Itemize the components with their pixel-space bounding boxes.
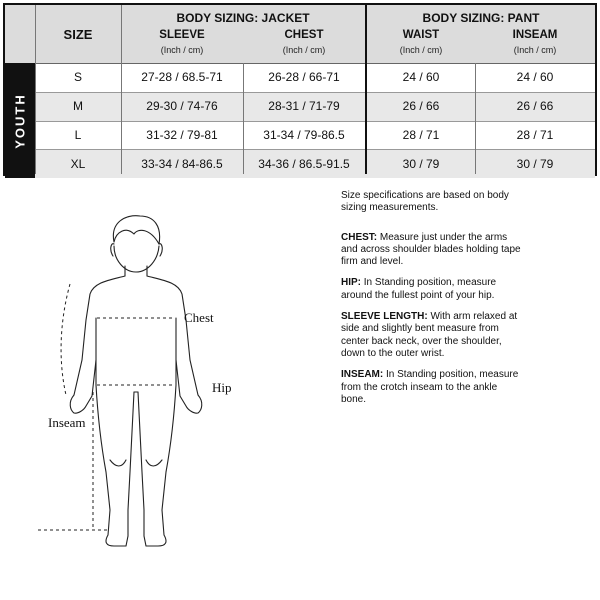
size-header: SIZE (63, 26, 93, 42)
note-chest (341, 232, 521, 269)
jacket-group-title: BODY SIZING: JACKET (176, 11, 310, 25)
chest-unit: (Inch / cm) (282, 45, 326, 55)
group-divider (365, 5, 367, 174)
measurement-notes (341, 190, 521, 415)
note-term: CHEST: (341, 231, 378, 243)
youth-side-band (5, 63, 35, 178)
note-hip (341, 277, 521, 302)
note-text: Measure just under the arms and across shoulder blades holding tape firm and level. (341, 231, 521, 268)
notes-intro: Size specifications are based on body sizing measurements. (341, 190, 509, 214)
chest-cell: 31-34 / 79-86.5 (263, 127, 345, 142)
note-term: SLEEVE LENGTH: (341, 311, 428, 323)
size-cell: S (73, 70, 82, 85)
waist-cell: 30 / 79 (402, 156, 440, 171)
size-cell: XL (70, 156, 86, 171)
sleeve-guide (61, 284, 70, 395)
chest-cell: 26-28 / 66-71 (268, 70, 340, 85)
size-cell: L (74, 127, 82, 142)
header-divider (35, 63, 595, 64)
hip-label: Hip (212, 380, 232, 395)
waist-header: WAIST (402, 29, 440, 41)
inseam-cell: 26 / 66 (516, 99, 554, 114)
note-sleeve-length (341, 311, 521, 360)
note-inseam (341, 369, 521, 406)
note-text: In Standing position, measure around the fullest point of your hip. (341, 277, 497, 301)
waist-cell: 28 / 71 (402, 127, 440, 142)
size-table (3, 3, 597, 176)
table-row-s (35, 63, 595, 92)
waist-cell: 26 / 66 (402, 99, 440, 114)
pant-group-title: BODY SIZING: PANT (422, 11, 540, 25)
sleeve-cell: 31-32 / 79-81 (146, 127, 218, 142)
note-term: HIP: (341, 277, 361, 289)
inseam-cell: 24 / 60 (516, 70, 554, 85)
sleeve-cell: 33-34 / 84-86.5 (141, 156, 223, 171)
row-divider (35, 92, 595, 93)
sleeve-cell: 27-28 / 68.5-71 (141, 70, 223, 85)
table-row-xl (35, 149, 595, 178)
body-measurement-figure (30, 210, 260, 560)
table-row-l (35, 121, 595, 150)
inseam-cell: 28 / 71 (516, 127, 554, 142)
inseam-unit: (Inch / cm) (513, 45, 557, 55)
note-text: With arm relaxed at side and slightly bent measure from center back neck, over the shoulder, down to the outer wrist. (341, 311, 518, 359)
chest-label: Chest (184, 310, 214, 325)
table-row-m (35, 92, 595, 121)
waist-unit: (Inch / cm) (399, 45, 443, 55)
row-divider (35, 149, 595, 150)
column-divider (243, 63, 244, 174)
column-divider (475, 63, 476, 174)
note-text: In Standing position, measure from the crotch inseam to the ankle bone. (341, 369, 519, 405)
row-divider (35, 121, 595, 122)
waist-cell: 24 / 60 (402, 70, 440, 85)
column-divider (121, 5, 122, 174)
sleeve-unit: (Inch / cm) (160, 45, 204, 55)
chest-header: CHEST (284, 29, 324, 41)
inseam-label: Inseam (48, 415, 86, 430)
youth-label: YOUTH (12, 92, 28, 149)
note-term: INSEAM: (341, 369, 384, 381)
chest-cell: 34-36 / 86.5-91.5 (258, 156, 350, 171)
sleeve-header: SLEEVE (159, 29, 205, 41)
size-cell: M (73, 99, 83, 114)
inseam-cell: 30 / 79 (516, 156, 554, 171)
sleeve-cell: 29-30 / 74-76 (146, 99, 218, 114)
column-divider (35, 5, 36, 174)
chest-cell: 28-31 / 71-79 (268, 99, 340, 114)
inseam-header: INSEAM (512, 29, 558, 41)
